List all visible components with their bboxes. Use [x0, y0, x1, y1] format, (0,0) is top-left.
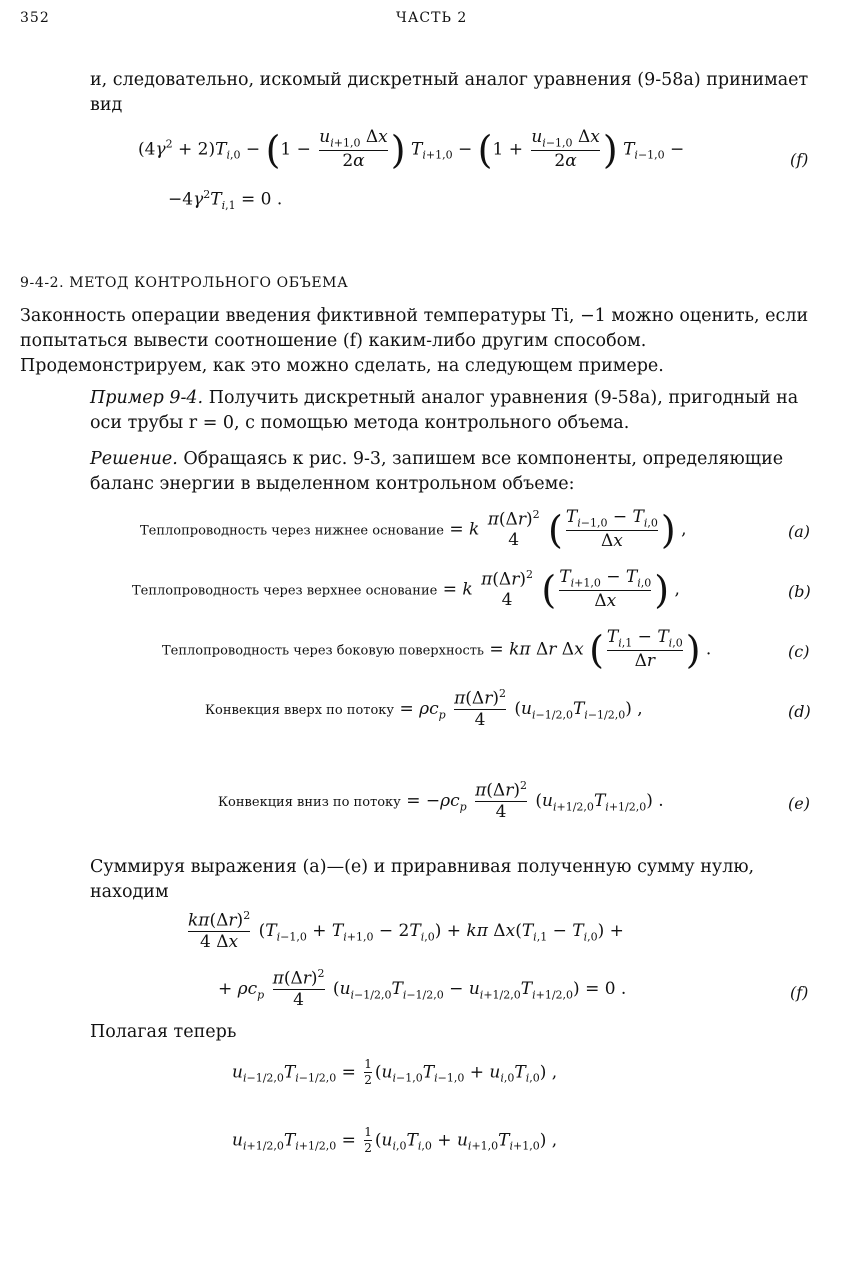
sum-equation-line2: + $\rho c_p$ $\frac{\pi(\Delta r)^2}{4}$ $(u_{i-1/2,0}T_{i-1/2,0} - u_{i+1/2,0}T_{i+1/2,0}) = 0$ . — [218, 967, 627, 1011]
example-paragraph — [90, 386, 820, 436]
substitution-equation-2: $u_{i+1/2,0}T_{i+1/2,0}$ = $\frac{1}{2}$ $(u_{i,0}T_{i,0} + u_{i+1,0}T_{i+1,0})$ , — [232, 1125, 558, 1155]
solution-label: Решение. — [90, 449, 178, 469]
equation-d: Конвекция вверх по потоку = $\rho c_p$ $\frac{\pi(\Delta r)^2}{4}$ $(u_{i-1/2,0}T_{i-1/2,0})$ , — [205, 687, 643, 731]
substitution-equation-1: $u_{i-1/2,0}T_{i-1/2,0}$ = $\frac{1}{2}$ $(u_{i-1,0}T_{i-1,0} + u_{i,0}T_{i,0})$ , — [232, 1057, 558, 1087]
page-number: 352 — [20, 10, 50, 26]
equation-a: Теплопроводность через нижнее основание = k $\pi(\Delta r)^2$ 4 ( $\frac{T_{i-1,0} - T_{i,0}}{\Delta x}$ ) , — [140, 507, 687, 552]
intro-equation-line2: $-4\gamma^2T_{i,1} = 0$ . — [168, 188, 283, 213]
sum-equation-line1: $\frac{k\pi(\Delta r)^2}{4 \Delta x}$ $(T_{i-1,0} + T_{i+1,0} - 2T_{i,0}) + k\pi$ $\Delta x(T_{i,1} - T_{i,0})$ + — [188, 909, 624, 953]
equation-label-f1: (f) — [790, 150, 809, 169]
equation-e: Конвекция вниз по потоку = $-\rho c_p$ $\frac{\pi(\Delta r)^2}{4}$ $(u_{i+1/2,0}T_{i+1/2,0})$ . — [218, 779, 664, 823]
solution-text: Обращаясь к рис. 9-3, запишем все компоненты, определяющие баланс энергии в выделенном контрольном объеме: — [90, 449, 784, 494]
solution-paragraph — [90, 447, 820, 497]
paragraph-1: Законность операции введения фиктивной температуры Ti, −1 можно оценить, если попытаться вывести соотношение (f) каким-либо другим способом. Продемонстрируем, как это можно сделать, на следующем примере. — [20, 306, 809, 376]
equation-label-d: (d) — [788, 702, 811, 721]
intro-text: и, следовательно, искомый дискретный аналог уравнения (9-58a) принимает вид — [90, 70, 809, 115]
equation-b: Теплопроводность через верхнее основание = k $\pi(\Delta r)^2$ 4 ( $\frac{T_{i+1,0} - T_{i,0}}{\Delta x}$ ) , — [132, 567, 680, 612]
equation-label-f2: (f) — [790, 983, 809, 1002]
intro-equation-line1: $(4\gamma^2 + 2)T_{i,0} - (1$ − $\frac{u_{i+1,0} \Delta x}{2\alpha}$ ) $T_{i+1,0} - (1$ + $\frac{u_{i-1,0} \Delta x}{2\alpha}$ ) $T_{i-1,0}$ − — [138, 127, 685, 172]
section-title: 9-4-2. МЕТОД КОНТРОЛЬНОГО ОБЪЕМА — [20, 275, 349, 291]
summary-text: Суммируя выражения (a)—(e) и приравнивая полученную сумму нулю, находим — [90, 857, 755, 902]
example-text: Получить дискретный аналог уравнения (9-58a), пригодный на оси трубы r = 0, с помощью метода контрольного объема. — [90, 388, 799, 433]
equation-label-e: (e) — [788, 794, 810, 813]
equation-label-b: (b) — [788, 582, 811, 601]
now-text: Полагая теперь — [90, 1022, 237, 1042]
equation-c: Теплопроводность через боковую поверхность = kπ Δr Δx ( $\frac{T_{i,1} - T_{i,0}}{\Delta r}$ ) . — [162, 627, 712, 672]
running-title: ЧАСТЬ 2 — [396, 10, 468, 26]
example-label: Пример 9-4. — [90, 388, 204, 408]
equation-label-c: (c) — [788, 642, 810, 661]
equation-label-a: (a) — [788, 522, 811, 541]
